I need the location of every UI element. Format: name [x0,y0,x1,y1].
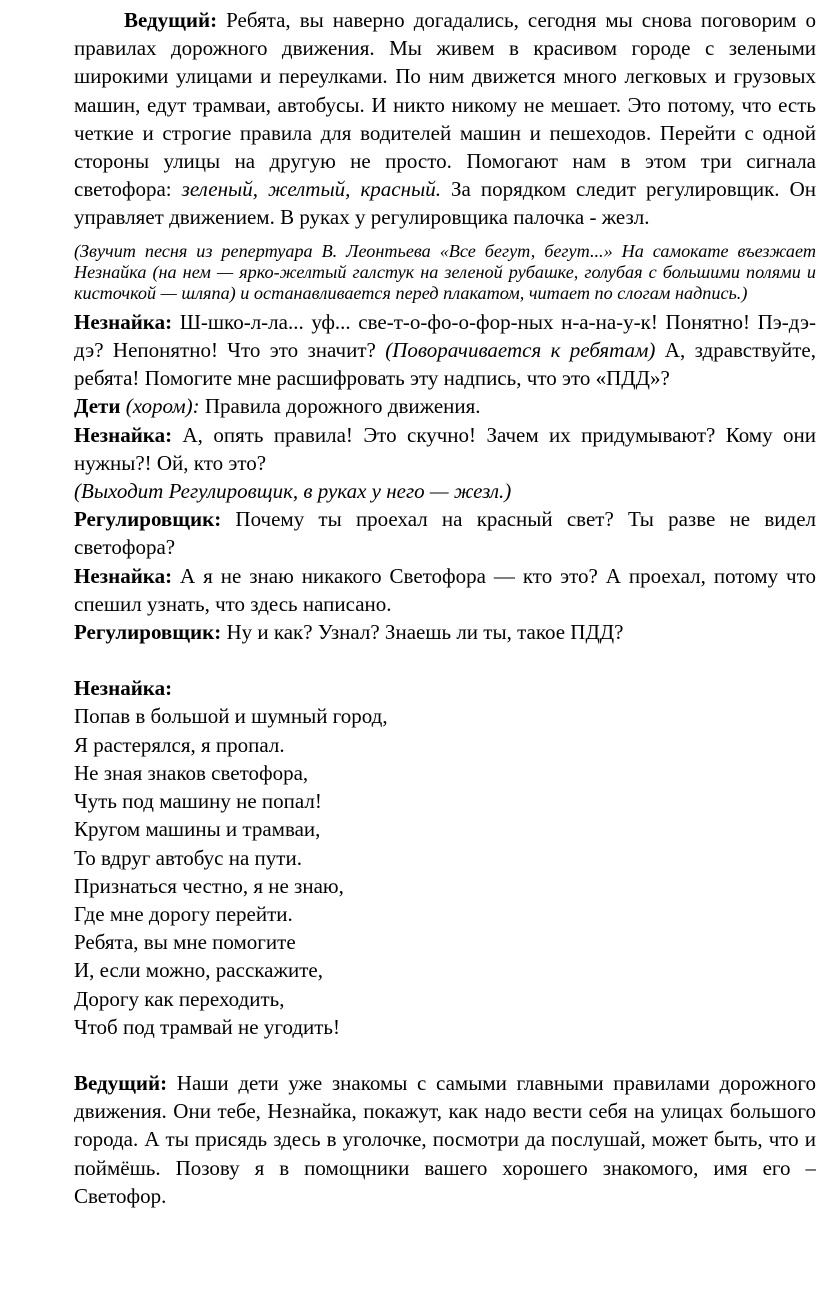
speaker-label: Ведущий: [74,1070,168,1095]
paragraph-text: Наши дети уже знакомы с самыми главными правилами дорожного движения. Они тебе, Незнайка, покажут, как надо вести себя на улицах большого города. А ты присядь здесь в уголочке, посмотри да послушай, может быть, что и поймёшь. Позову я в помощники вашего хорошего знакомого, имя его – Светофор. [74,1070,816,1208]
poem-line: Чтоб под трамвай не угодить! [74,1014,341,1039]
spacer [74,646,816,674]
line-text: Правила дорожного движения. [199,394,481,419]
speaker-label: Регулировщик: [74,507,222,532]
line-italic: (хором): [120,394,200,419]
line-text: Ну и как? Узнал? Знаешь ли ты, такое ПДД? [221,620,624,645]
text-column [74,6,816,1210]
dialogue-line [74,618,816,646]
poem-line: Признаться честно, я не знаю, [74,873,344,898]
poem-line: То вдруг автобус на пути. [74,845,302,870]
poem-line: Ребята, вы мне помогите [74,930,296,955]
poem-line: Дорогу как переходить, [74,986,285,1011]
poem-speaker: Незнайка: [74,676,173,701]
speaker-label: Ведущий: [124,8,218,32]
speaker-label: Регулировщик: [74,620,222,645]
dialogue-line [74,505,816,561]
intro-paragraph [74,6,816,232]
dialogue-line [74,392,816,420]
speaker-label: Дети [74,394,121,419]
poem-line: Я растерялся, я пропал. [74,732,285,757]
line-text: А, опять правила! Это скучно! Зачем их придумывают? Кому они нужны?! Ой, кто это? [74,422,816,475]
paragraph-italic: зеленый, желтый, красный. [181,177,441,202]
closing-paragraph [74,1069,816,1210]
poem-line: И, если можно, расскажите, [74,958,323,983]
poem-line: Попав в большой и шумный город, [74,704,388,729]
speaker-label: Незнайка: [74,422,173,447]
poem [74,702,816,1040]
dialogue-line [74,308,816,393]
spacer [74,1041,816,1069]
line-italic: (Поворачивается к ребятам) [385,338,656,363]
poem-line: Не зная знаков светофора, [74,760,309,785]
line-text: А, здравствуйте, ребята! Помогите мне расшифровать эту надпись, что это «ПДД»? [74,338,816,391]
stage-direction: (Звучит песня из репертуара В. Леонтьева «Все бегут, бегут...» На самокате въезжает Незнайка (на нем — ярко-желтый галстук на зеленой рубашке, голубая с большими полями и кисточкой — шляпа) и останавливается перед плакатом, читает по слогам надпись.) [74,240,816,304]
poem-line: Кругом машины и трамваи, [74,817,321,842]
dialogue-line [74,562,816,618]
paragraph-text: За порядком следит регулировщик. Он управляет движением. В руках у регулировщика палочка - жезл. [74,177,816,230]
paragraph-text: Ребята, вы наверно догадались, сегодня мы снова поговорим о правилах дорожного движения. Мы живем в красивом городе с зелеными широкими улицами и переулками. По ним движется много легковых и грузовых машин, едут трамваи, автобусы. И никто никому не мешает. Это потому, что есть четкие и строгие правила для водителей машин и пешеходов. Перейти с одной стороны улицы на другую не просто. Помогают нам в этом три сигнала светофора: [74,8,816,202]
poem-line: Чуть под машину не попал! [74,789,322,814]
speaker-label: Незнайка: [74,563,173,588]
line-text: А я не знаю никакого Светофора — кто это? А проехал, потому что спешил узнать, что здесь написано. [74,563,816,616]
line-text: Почему ты проехал на красный свет? Ты разве не видел светофора? [74,507,816,560]
speaker-label: Незнайка: [74,309,173,334]
dialogue-line [74,421,816,477]
poem-line: Где мне дорогу перейти. [74,901,293,926]
stage-direction: (Выходит Регулировщик, в руках у него — жезл.) [74,479,512,504]
line-text: Ш-шко-л-ла... уф... све-т-о-фо-о-фор-ных н-а-на-у-к! Понятно! Пэ-дэ- дэ? Непонятно! Что это значит? [74,309,816,363]
